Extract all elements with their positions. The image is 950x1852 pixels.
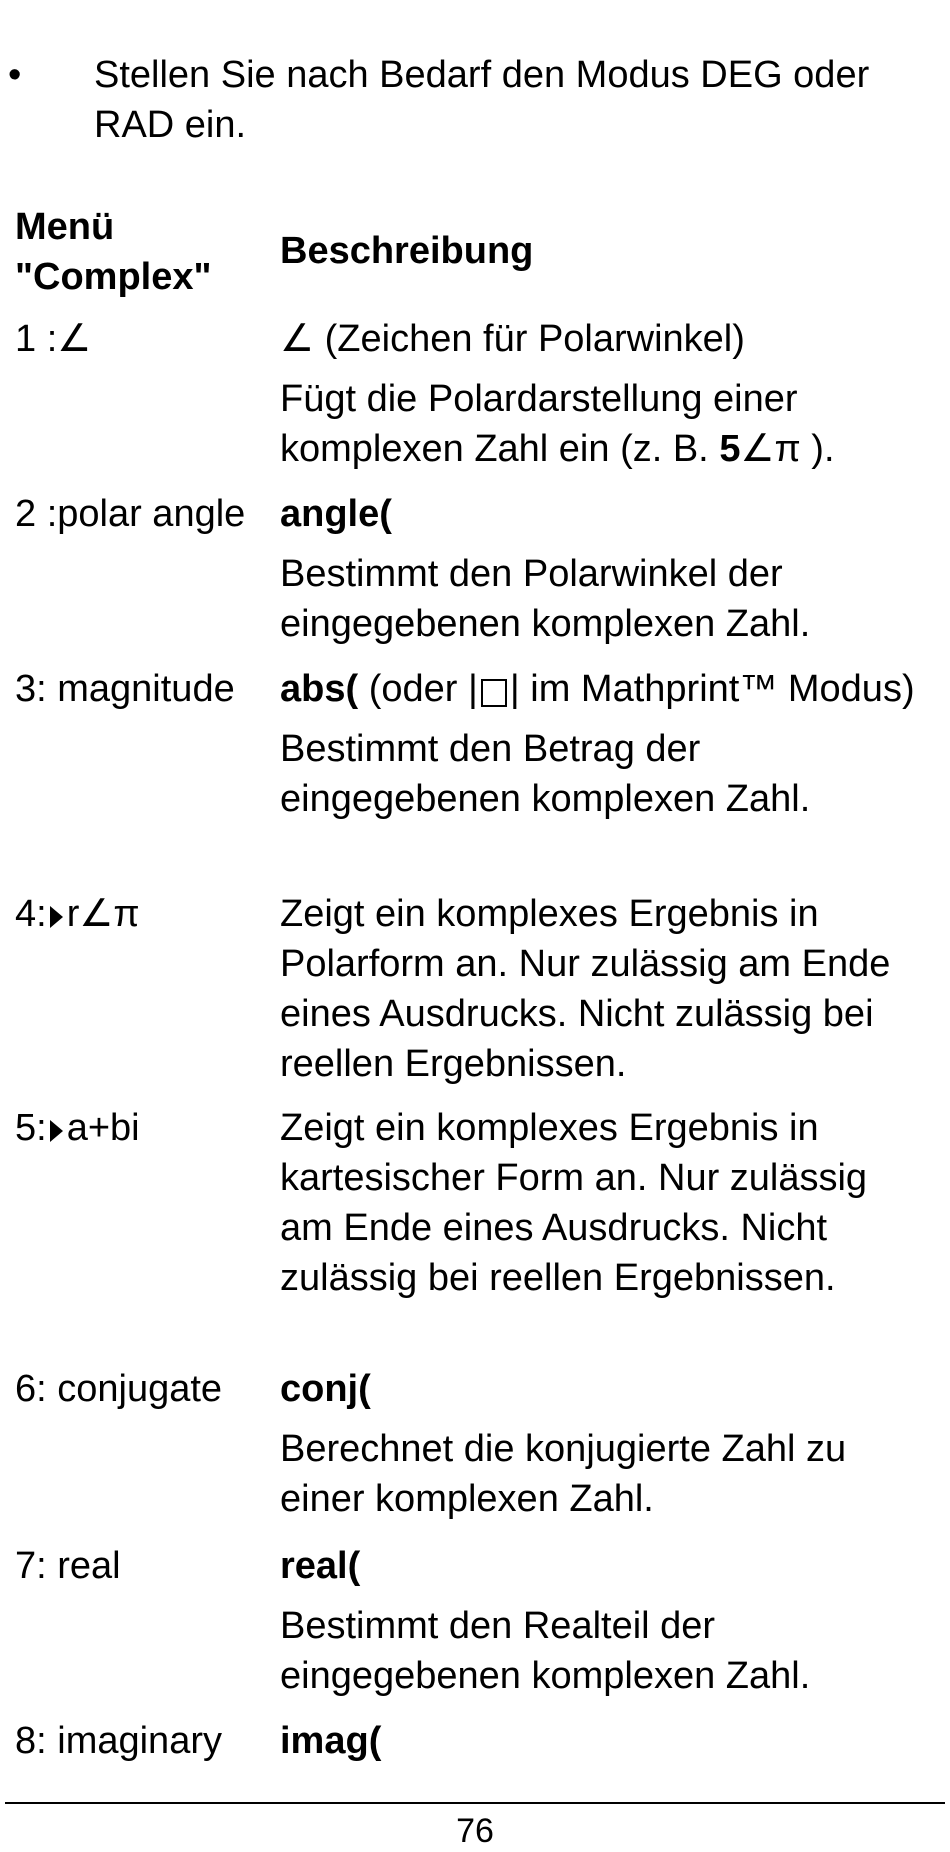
row-key: 8: imaginary <box>15 1720 222 1762</box>
header-menu: Menü "Complex" <box>15 206 212 298</box>
header-description: Beschreibung <box>280 230 534 272</box>
bullet-dot: • <box>8 54 22 96</box>
row-description: Bestimmt den Betrag der eingegebenen komplexen Zahl. <box>280 728 811 820</box>
row-key: 2 :polar angle <box>15 493 246 535</box>
footer-divider <box>5 1802 945 1804</box>
row-description: Zeigt ein komplexes Ergebnis in kartesischer Form an. Nur zulässig am Ende eines Ausdrucks. Nicht zulässig bei reellen Ergebnissen. <box>280 1107 868 1299</box>
row-description: Fügt die Polardarstellung einer komplexen Zahl ein (z. B. 5∠π ). <box>280 378 835 470</box>
convert-arrow-icon <box>50 1120 63 1142</box>
row-title: real( <box>280 1545 361 1587</box>
page-number: 76 <box>456 1812 494 1850</box>
row-key: 6: conjugate <box>15 1368 223 1410</box>
angle-sign: ∠ <box>280 318 315 360</box>
row-title: conj( <box>280 1368 371 1410</box>
row-key: 4: r∠π <box>15 893 140 935</box>
row-content <box>280 1364 920 1524</box>
row-description: Bestimmt den Polarwinkel der eingegebenen komplexen Zahl. <box>280 553 811 645</box>
row-title: ∠ (Zeichen für Polarwinkel) <box>280 318 745 360</box>
row-title: angle( <box>280 493 392 535</box>
row-content <box>280 664 920 824</box>
row-content <box>280 1541 920 1701</box>
row-description: Zeigt ein komplexes Ergebnis in Polarform an. Nur zulässig am Ende eines Ausdrucks. Nicht zulässig bei reellen Ergebnissen. <box>280 893 891 1085</box>
row-description: Berechnet die konjugierte Zahl zu einer komplexen Zahl. <box>280 1428 847 1520</box>
intro-text: Stellen Sie nach Bedarf den Modus DEG oder RAD ein. <box>94 54 870 146</box>
template-box-icon <box>481 679 507 707</box>
row-title: imag( <box>280 1720 382 1762</box>
row-content <box>280 314 920 474</box>
row-key: 7: real <box>15 1545 121 1587</box>
row-key: 3: magnitude <box>15 668 235 710</box>
row-key: 5: a+bi <box>15 1107 140 1149</box>
row-content <box>280 489 920 649</box>
row-title: abs( (oder | | im Mathprint™ Modus) <box>280 668 915 710</box>
convert-arrow-icon <box>50 906 63 928</box>
row-description: Bestimmt den Realteil der eingegebenen komplexen Zahl. <box>280 1605 811 1697</box>
row-key: 1 :∠ <box>15 318 92 360</box>
